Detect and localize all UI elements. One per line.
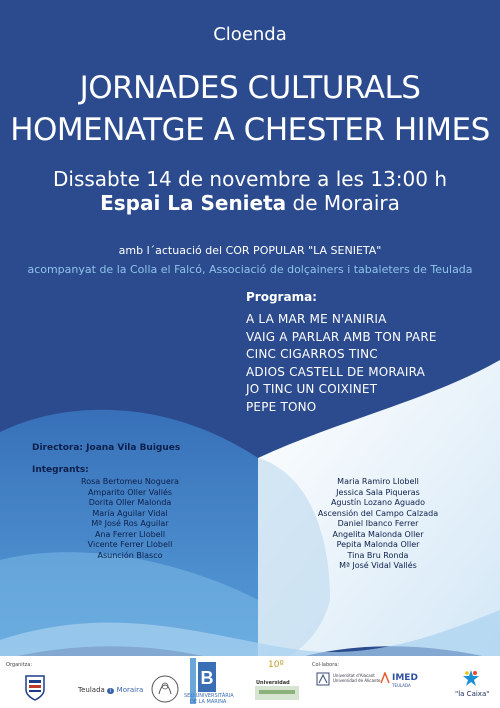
member-name: Dorita Oller Malonda <box>88 498 172 507</box>
collaborators-label: Col·labora: <box>312 662 340 668</box>
venue-town: de Moraira <box>286 191 400 215</box>
song-item: PEPE TONO <box>246 399 317 414</box>
imed-text: IMED <box>392 673 418 683</box>
svg-text:B: B <box>200 668 214 688</box>
tenth-anniversary-text: 10º <box>268 660 284 670</box>
member-name: Tina Bru Ronda <box>347 550 409 560</box>
title-line-2: HOMENATGE A CHESTER HIMES <box>10 112 490 148</box>
member-name: Daniel Ibanco Ferrer <box>337 519 419 528</box>
moraira-text: Moraira <box>116 686 144 694</box>
ua-text-line: Universidad de Alicante <box>333 678 381 683</box>
member-name: Ana Ferrer Llobell <box>94 529 166 539</box>
song-item: ADIOS CASTELL DE MORAIRA <box>246 364 426 379</box>
venue-name: Espai La Senieta <box>100 191 287 215</box>
event-date: Dissabte 14 de novembre a les 13:00 h <box>52 167 447 191</box>
integrants-label: Integrants: <box>32 465 89 475</box>
teulada-shield-icon <box>24 674 46 702</box>
organizers-label: Organitza: <box>6 662 33 668</box>
member-name: Mª José Vidal Vallés <box>339 561 417 570</box>
seu-text-1: SEU UNIVERSITÀRIA <box>184 693 234 699</box>
member-name: Amparito Oller Vallés <box>87 487 173 497</box>
member-name: María Aguilar Vidal <box>92 508 168 518</box>
event-subtitle: Cloenda <box>213 24 287 45</box>
song-item: A LA MAR ME N'ANIRIA <box>246 312 387 326</box>
members-list-left <box>50 477 210 561</box>
member-name: Rosa Bertomeu Noguera <box>81 477 179 486</box>
imed-sub-text: TEULADA <box>392 683 411 688</box>
member-name: Maria Ramiro Llobell <box>337 477 419 486</box>
member-name: Agustín Lozano Aguado <box>330 498 426 507</box>
ua-text-line: Universitat d'Alacant <box>333 673 375 678</box>
member-name: Ascensión del Campo Calzada <box>317 508 439 518</box>
teulada-moraira-logo <box>78 686 143 694</box>
program-block <box>246 290 437 416</box>
seal-logo-icon <box>150 674 180 704</box>
ua-logo-icon <box>316 672 330 686</box>
imed-logo-icon <box>380 672 390 684</box>
teulada-pill: i <box>107 688 114 694</box>
event-venue <box>0 191 500 215</box>
member-name: Jessica Sala Piqueras <box>336 487 420 497</box>
member-name: Angelita Malonda Oller <box>332 529 424 539</box>
members-list-right <box>298 477 458 572</box>
sponsor-footer <box>0 656 500 708</box>
choir-director: Directora: Joana Vila Buigues <box>32 443 181 453</box>
song-item: CINC CIGARROS TINC <box>246 347 378 361</box>
member-name: Mª José Ros Aguilar <box>91 519 169 528</box>
member-name: Asunción Blasco <box>97 550 163 560</box>
member-name: Vicente Ferrer Llobell <box>87 540 173 549</box>
song-item: JO TINC UN COIXINET <box>246 382 378 396</box>
accompaniment-line: acompanyat de la Colla el Falcó, Associació de dolçainers i tabaleters de Teulada <box>27 263 473 276</box>
ua-text <box>333 673 381 683</box>
song-item: VAIG A PARLAR AMB TON PARE <box>246 329 437 344</box>
performer-line: amb l´actuació del COR POPULAR "LA SENIETA" <box>118 244 382 257</box>
seu-text-2: DE LA MARINA <box>190 699 227 705</box>
universidad-text: Universidad <box>256 680 290 686</box>
la-caixa-text: "la Caixa" <box>455 690 490 698</box>
la-caixa-star-icon <box>462 668 480 688</box>
member-name: Pepita Malonda Oller <box>336 540 420 549</box>
program-title: Programa: <box>246 290 317 304</box>
teulada-text: Teulada <box>78 686 105 694</box>
title-line-1: JORNADES CULTURALS <box>79 70 421 106</box>
universidad-banner-icon <box>255 686 299 700</box>
